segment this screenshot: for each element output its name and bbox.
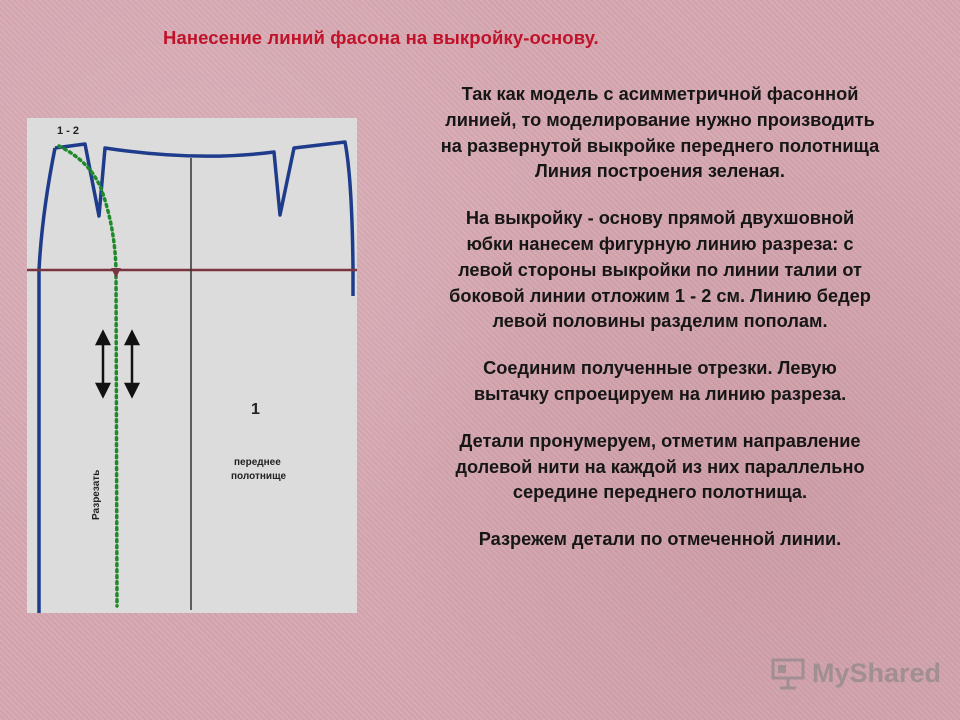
slide-title: Нанесение линий фасона на выкройку-основу. (163, 27, 599, 48)
piece-number: 1 (251, 401, 260, 418)
text-line: На выкройку - основу прямой двухшовной (465, 208, 855, 229)
paragraph-2 (360, 206, 960, 335)
piece-name-line2: полотнище (231, 471, 287, 482)
watermark-text: MyShared (812, 657, 942, 688)
text-line: левой половины разделим пополам. (492, 311, 828, 332)
label-1-2: 1 - 2 (57, 125, 80, 137)
text-line: долевой нити на каждой из них параллельно (455, 456, 865, 477)
paragraph-1 (360, 82, 960, 185)
text-line: Разрежем детали по отмеченной линии. (478, 529, 842, 550)
text-line: на развернутой выкройке переднего полотнища (440, 135, 880, 156)
paragraph-4 (360, 429, 960, 506)
text-line: левой стороны выкройки по линии талии от (458, 259, 862, 280)
piece-name-line1: переднее (234, 457, 281, 468)
text-line: Соединим полученные отрезки. Левую (483, 358, 837, 379)
text-line: вытачку спроецируем на линию разреза. (473, 383, 847, 404)
pattern-paper (27, 118, 357, 613)
cut-label: Разрезать (91, 469, 102, 520)
text-line: середине переднего полотнища. (512, 482, 808, 503)
text-line: юбки нанесем фигурную линию разреза: с (466, 233, 854, 254)
paragraph-5 (360, 527, 960, 553)
text-line: линией, то моделирование нужно производить (445, 109, 875, 130)
watermark (770, 656, 941, 690)
text-line: Детали пронумеруем, отметим направление (459, 430, 861, 451)
skirt-pattern-diagram (27, 118, 357, 613)
paragraph-3 (360, 356, 960, 408)
text-line: Линия построения зеленая. (535, 161, 785, 182)
text-line: боковой линии отложим 1 - 2 см. Линию бедер (449, 285, 871, 306)
text-line: Так как модель с асимметричной фасонной (461, 84, 859, 104)
instruction-text (360, 82, 960, 574)
presentation-board-icon (770, 656, 806, 690)
